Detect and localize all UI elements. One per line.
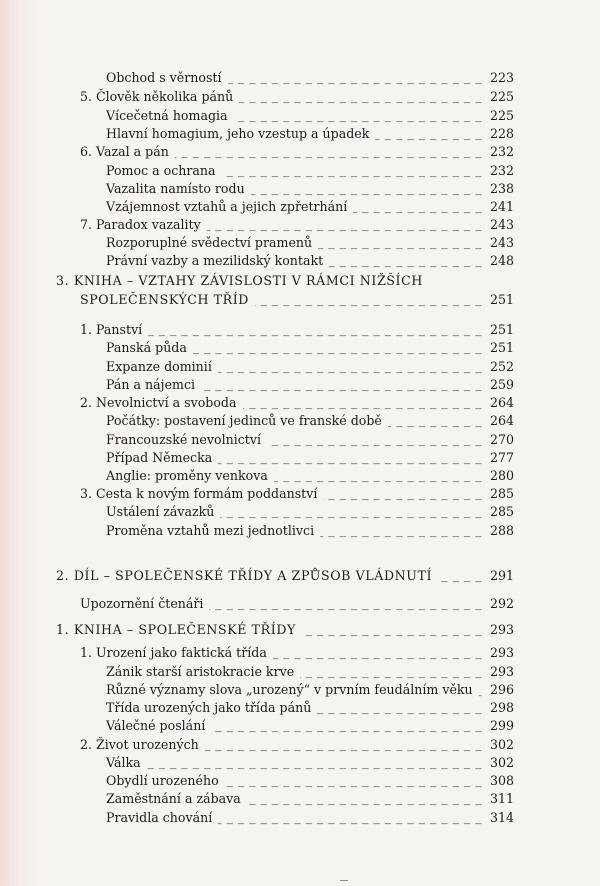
toc-entry-page-number: 285 [489, 504, 514, 519]
toc-entry-page-number: 251 [489, 322, 514, 337]
notice-title: Upozornění čtenáři [80, 596, 204, 611]
toc-entry-title: Zaměstnání a zábava [106, 791, 241, 806]
toc-row [0, 179, 600, 198]
toc-entry-title: Třída urozených jako třída pánů [106, 700, 312, 715]
toc-row [0, 502, 600, 521]
leader-dots [329, 251, 482, 270]
footer-mark [340, 880, 348, 881]
toc-entry-page-number: 232 [489, 144, 514, 159]
toc-row [0, 789, 600, 808]
toc-entry-page-number: 225 [489, 89, 514, 104]
toc-entry-title: Obydlí urozeného [106, 773, 219, 788]
toc-entry-title: Případ Německa [106, 450, 213, 465]
book3-title-line1: 3. KNIHA – VZTAHY ZÁVISLOSTI V RÁMCI NIŽŠÍCH [56, 273, 423, 288]
toc-entry-page-number: 251 [489, 340, 514, 355]
notice-row [0, 594, 600, 613]
toc-row [0, 87, 600, 106]
toc-row [0, 716, 600, 735]
toc-entry-title: Různé významy slova „urozený“ v prvním feudálním věku [106, 682, 473, 697]
toc-entry-page-number: 248 [489, 253, 514, 268]
toc-entry-title: 1. Panství [80, 322, 143, 337]
toc-entry-page-number: 241 [489, 199, 514, 214]
leader-dots [220, 502, 482, 521]
leader-dots [209, 594, 482, 613]
toc-entry-title: Válečné poslání [106, 718, 206, 733]
leader-dots [211, 716, 482, 735]
toc-entry-title: 5. Člověk několika pánů [80, 89, 234, 104]
toc-row [0, 142, 600, 161]
leader-dots [479, 680, 482, 699]
leader-dots [148, 320, 482, 339]
leader-dots [274, 466, 482, 485]
toc-entry-page-number: 298 [489, 700, 514, 715]
toc-entry-page-number: 302 [489, 755, 514, 770]
leader-dots [438, 566, 482, 585]
leader-dots [302, 620, 482, 639]
toc-row [0, 68, 600, 87]
toc-entry-page-number: 296 [489, 682, 514, 697]
toc-entry-title: Proměna vztahů mezi jednotlivci [106, 523, 315, 538]
leader-dots [218, 448, 482, 467]
leader-dots [243, 393, 482, 412]
toc-row [0, 466, 600, 485]
toc-row [0, 430, 600, 449]
leader-dots [300, 662, 482, 681]
leader-dots [255, 290, 482, 309]
leader-dots [318, 233, 482, 252]
toc-entry-title: Zánik starší aristokracie krve [106, 664, 295, 679]
notice-page-number: 292 [489, 596, 514, 611]
toc-entry-title: Obchod s věrností [106, 70, 222, 85]
toc-row [0, 124, 600, 143]
toc-entry-title: Vzájemnost vztahů a jejich zpřetrhání [106, 199, 348, 214]
toc-row [0, 357, 600, 376]
leader-dots [205, 735, 482, 754]
leader-dots [207, 215, 482, 234]
toc-entry-title: Ustálení závazků [106, 504, 215, 519]
book1-heading-row [0, 620, 600, 639]
toc-entry-title: Pán a nájemci [106, 377, 196, 392]
toc-entry-page-number: 238 [489, 181, 514, 196]
leader-dots [218, 357, 482, 376]
toc-row [0, 735, 600, 754]
toc-row [0, 233, 600, 252]
part2-page-number: 291 [489, 568, 514, 583]
toc-entry-title: Panská půda [106, 340, 187, 355]
toc-entry-title: Vícečetná homagia [106, 108, 228, 123]
toc-row [0, 808, 600, 827]
toc-entry-page-number: 264 [489, 413, 514, 428]
toc-entry-page-number: 302 [489, 737, 514, 752]
leader-dots [247, 789, 482, 808]
leader-dots [375, 124, 482, 143]
leader-dots [323, 484, 482, 503]
leader-dots [234, 106, 482, 125]
book3-page-number: 251 [489, 292, 514, 307]
toc-row [0, 375, 600, 394]
toc-entry-page-number: 293 [489, 645, 514, 660]
toc-row [0, 215, 600, 234]
toc-row [0, 161, 600, 180]
toc-entry-page-number: 243 [489, 217, 514, 232]
toc-row [0, 698, 600, 717]
toc-row [0, 197, 600, 216]
toc-entry-page-number: 228 [489, 126, 514, 141]
toc-entry-page-number: 285 [489, 486, 514, 501]
toc-entry-title: Francouzské nevolnictví [106, 432, 261, 447]
toc-entry-page-number: 280 [489, 468, 514, 483]
toc-entry-title: Právní vazby a mezilidský kontakt [106, 253, 324, 268]
toc-row [0, 393, 600, 412]
toc-row [0, 680, 600, 699]
toc-row [0, 320, 600, 339]
leader-dots [193, 338, 482, 357]
toc-entry-page-number: 311 [489, 791, 514, 806]
leader-dots [273, 643, 482, 662]
toc-entry-page-number: 270 [489, 432, 514, 447]
toc-entry-page-number: 293 [489, 664, 514, 679]
toc-entry-title: Hlavní homagium, jeho vzestup a úpadek [106, 126, 370, 141]
leader-dots [147, 753, 482, 772]
book3-heading-row [0, 290, 600, 309]
toc-row [0, 338, 600, 357]
leader-dots [222, 161, 482, 180]
part2-heading-row [0, 566, 600, 585]
leader-dots [201, 375, 482, 394]
toc-entry-page-number: 223 [489, 70, 514, 85]
toc-entry-title: Anglie: proměny venkova [106, 468, 268, 483]
leader-dots [267, 430, 482, 449]
book3-title-line2: SPOLEČENSKÝCH TŘÍD [80, 292, 249, 307]
leader-dots [218, 808, 482, 827]
toc-entry-page-number: 252 [489, 359, 514, 374]
leader-dots [317, 698, 482, 717]
toc-row [0, 643, 600, 662]
toc-row [0, 411, 600, 430]
toc-entry-page-number: 259 [489, 377, 514, 392]
toc-entry-title: Pomoc a ochrana [106, 163, 216, 178]
toc-entry-title: 3. Cesta k novým formám poddanství [80, 486, 318, 501]
toc-row [0, 106, 600, 125]
leader-dots [388, 411, 482, 430]
toc-entry-title: 2. Život urozených [80, 737, 199, 752]
book1-title: 1. KNIHA – SPOLEČENSKÉ TŘÍDY [56, 622, 296, 637]
book1-page-number: 293 [489, 622, 514, 637]
leader-dots [320, 521, 482, 540]
part2-title: 2. DÍL – SPOLEČENSKÉ TŘÍDY A ZPŮSOB VLÁDNUTÍ [56, 568, 433, 583]
leader-dots [239, 87, 482, 106]
toc-row [0, 448, 600, 467]
toc-entry-page-number: 299 [489, 718, 514, 733]
toc-row [0, 771, 600, 790]
toc-entry-page-number: 243 [489, 235, 514, 250]
toc-entry-title: Počátky: postavení jedinců ve franské době [106, 413, 382, 428]
toc-entry-page-number: 225 [489, 108, 514, 123]
toc-row [0, 484, 600, 503]
leader-dots [228, 68, 482, 87]
toc-entry-page-number: 308 [489, 773, 514, 788]
toc-entry-title: 7. Paradox vazality [80, 217, 201, 232]
leader-dots [353, 197, 482, 216]
toc-entry-title: Rozporuplné svědectví pramenů [106, 235, 313, 250]
toc-row [0, 521, 600, 540]
toc-row [0, 753, 600, 772]
toc-row [0, 662, 600, 681]
toc-entry-title: Expanze dominií [106, 359, 212, 374]
toc-entry-title: Válka [106, 755, 141, 770]
toc-entry-page-number: 288 [489, 523, 514, 538]
toc-entry-title: Vazalita namísto rodu [106, 181, 245, 196]
toc-entry-title: 1. Urození jako faktická třída [80, 645, 267, 660]
toc-entry-title: 2. Nevolnictví a svoboda [80, 395, 237, 410]
toc-entry-page-number: 277 [489, 450, 514, 465]
toc-entry-page-number: 232 [489, 163, 514, 178]
leader-dots [225, 771, 482, 790]
toc-row [0, 251, 600, 270]
toc-entry-title: Pravidla chování [106, 810, 213, 825]
leader-dots [251, 179, 482, 198]
leader-dots [175, 142, 482, 161]
toc-entry-page-number: 264 [489, 395, 514, 410]
toc-entry-title: 6. Vazal a pán [80, 144, 169, 159]
toc-entry-page-number: 314 [489, 810, 514, 825]
